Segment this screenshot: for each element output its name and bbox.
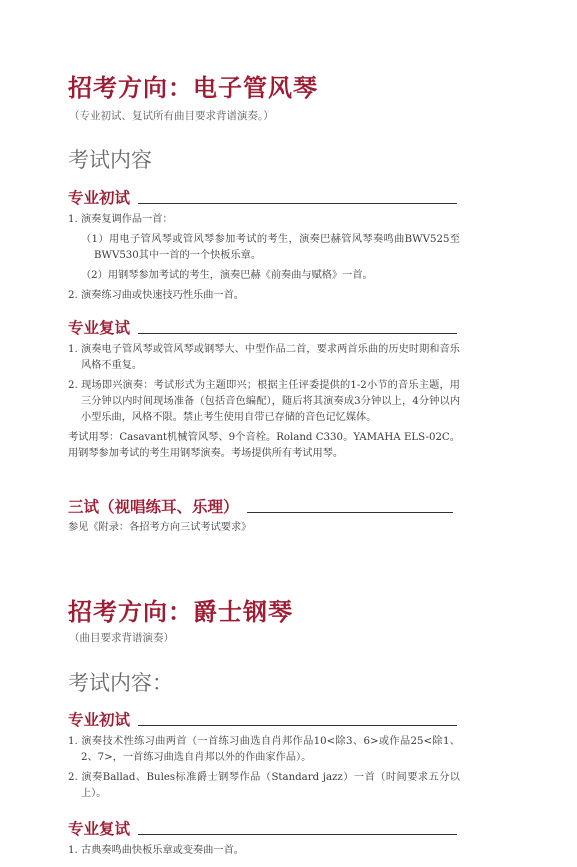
organ-third-title: 三试（视唱练耳、乐理） — [68, 498, 239, 516]
jazz-prelim-list — [68, 734, 460, 802]
organ-note: （专业初试、复试所有曲目要求背谱演奏。） — [69, 110, 274, 122]
list-item: 1. 古典奏鸣曲快板乐章或变奏曲一首。 — [68, 845, 244, 856]
jazz-exam-content-heading: 考试内容： — [68, 671, 173, 695]
organ-prelim-list — [68, 212, 460, 304]
organ-third-header — [68, 499, 453, 516]
list-item: 2. 现场即兴演奏：考试形式为主题即兴；根据主任评委提供的1-2小节的音乐主题，用三分钟以内时间现场准备（包括音色编配），随后将其演奏成3分钟以上，4分钟以内小型乐曲，风格不限。禁止考生使用自带已存储的音色记忆媒体。 — [68, 380, 460, 423]
organ-retest-header — [68, 320, 457, 337]
organ-retest-title: 专业复试 — [68, 319, 131, 337]
list-item: （1）用电子管风琴或管风琴参加考试的考生，演奏巴赫管风琴奏鸣曲BWV525至BWV530其中一首的一个快板乐章。 — [81, 234, 460, 261]
instruments-note: 考试用琴：Casavant机械管风琴、9个音栓。Roland C330。YAMAHA ELS-02C。用钢琴参加考试的考生用钢琴演奏。考场提供所有考试用琴。 — [68, 432, 460, 459]
organ-prelim-title: 专业初试 — [68, 189, 131, 207]
list-item: 1. 演奏电子管风琴或管风琴或钢琴大、中型作品二首，要求两首乐曲的历史时期和音乐风格不重复。 — [68, 344, 460, 371]
list-item: （2）用钢琴参加考试的考生，演奏巴赫《前奏曲与赋格》一首。 — [81, 270, 373, 281]
page-title-organ: 招考方向：电子管风琴 — [68, 74, 318, 102]
jazz-retest-title: 专业复试 — [68, 820, 131, 838]
divider-line — [138, 332, 457, 334]
jazz-prelim-title: 专业初试 — [68, 711, 131, 729]
divider-line — [247, 511, 453, 513]
organ-retest-list — [68, 342, 460, 462]
organ-third-text: 参见《附录：各招考方向三试考试要求》 — [68, 522, 252, 533]
divider-line — [138, 202, 457, 204]
page-title-jazz: 招考方向：爵士钢琴 — [68, 598, 293, 626]
organ-prelim-header — [68, 190, 457, 207]
jazz-retest-header — [68, 821, 457, 838]
divider-line — [138, 833, 457, 835]
jazz-retest-list — [68, 843, 460, 859]
jazz-note: （曲目要求背谱演奏） — [69, 632, 174, 644]
list-item: 2. 演奏练习曲或快速技巧性乐曲一首。 — [68, 290, 244, 301]
jazz-prelim-header — [68, 712, 457, 729]
list-item: 1. 演奏技术性练习曲两首（一首练习曲选自肖邦作品10<除3、6>或作品25<除1、2、7>，一首练习曲选自肖邦以外的作曲家作品）。 — [68, 736, 460, 763]
list-item: 2. 演奏Ballad、Bules标准爵士钢琴作品（Standard jazz）一首（时间要求五分以上）。 — [68, 772, 460, 799]
list-item: 1. 演奏复调作品一首： — [68, 214, 173, 225]
organ-exam-content-heading: 考试内容 — [68, 148, 152, 172]
divider-line — [138, 724, 457, 726]
